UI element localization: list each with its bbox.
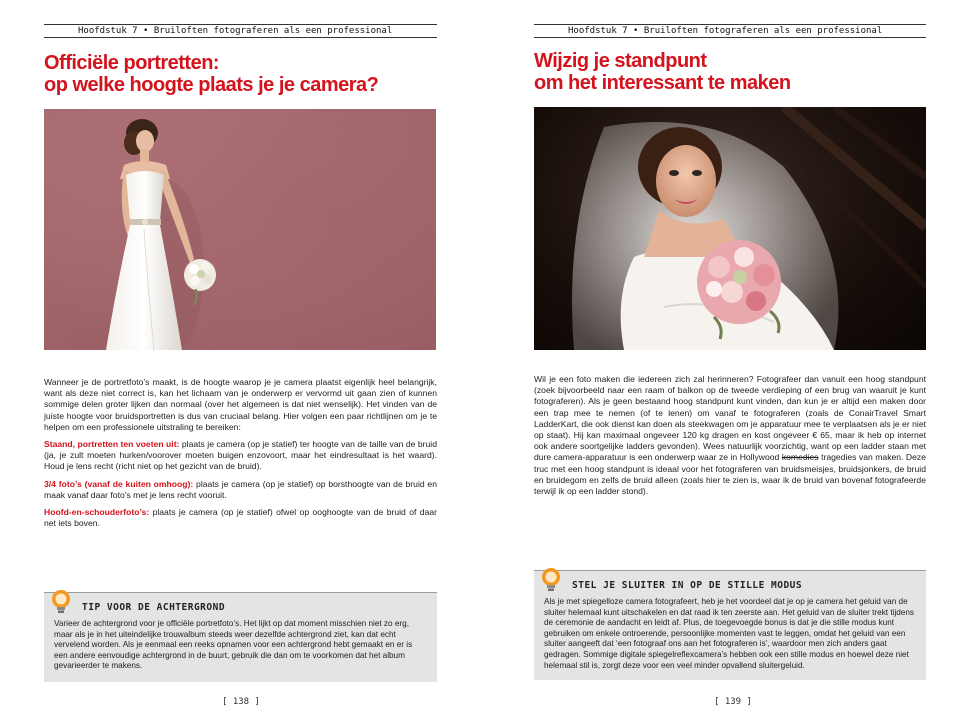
- lightbulb-icon: [50, 589, 72, 615]
- page-number: [ 138 ]: [222, 697, 260, 707]
- tip-box: [44, 592, 437, 682]
- main-paragraph: [534, 374, 926, 497]
- running-head: Hoofdstuk 7 • Bruiloften fotograferen als een professional: [534, 24, 926, 38]
- guideline-full-length: [44, 439, 437, 473]
- right-page: [480, 0, 960, 724]
- title-line-1: Wijzig je standpunt: [534, 50, 707, 72]
- bride-standing-illustration: [44, 109, 436, 350]
- guideline-three-quarter: [44, 479, 437, 501]
- title-line-2: om het interessant te maken: [534, 72, 791, 94]
- title-line-1: Officiële portretten:: [44, 52, 220, 74]
- page-number: [ 139 ]: [714, 697, 752, 707]
- tip-heading: TIP VOOR DE ACHTERGROND: [82, 602, 226, 613]
- body-text: [534, 374, 926, 503]
- tip-text: Varieer de achtergrond voor je officiële portretfoto’s. Het lijkt op dat moment misschien niet zo erg, maar als je in het uiteindelijke trouwalbum steeds weer dezelfde achtergrond ziet, kan dat echt vervelend worden. Als je eenmaal een reeks opnamen voor een achtergrond hebt gemaakt en er is een andere eenvoudige achtergrond in de buurt, gebruik die dan om te voorkomen dat het album gevarieerder te makens.: [54, 619, 413, 671]
- guideline-lead: 3/4 foto’s (vanaf de kuiten omhoog):: [44, 478, 194, 489]
- struck-word: komedies: [781, 452, 819, 463]
- bride-looking-up-illustration: [534, 107, 926, 350]
- bride-high-angle-photo: [534, 107, 926, 350]
- tip-heading: STEL JE SLUITER IN OP DE STILLE MODUS: [572, 580, 803, 591]
- lightbulb-icon: [540, 567, 562, 593]
- tip-text: Als je met spiegelloze camera fotografeert, heb je het voordeel dat je op je camera het geluid van de sluiter helemaal kunt uitschakelen en dat raad ik ten zeerste aan. Het geluid van de sluiter trekt tijdens de ceremonie de aandacht en leidt af. Plus, de toegevoegde bonus is dat je die stille modus kunt gebruiken om enkele ontroerende, persoonlijke momenten vast te leggen, omdat het geluid van een sluiter aangeeft dat ‘een fotograaf ons aan het fotograferen is’, waardoor men zich anders gaat gedragen. Sommige digitale spiegelreflexcamera’s hebben ook een stille modus en hoewel deze niet helemaal stil is, zorgt deze voor een veel minder opvallend sluitergeluid.: [544, 597, 915, 670]
- paragraph-part: Wil je een foto maken die iedereen zich zal herinneren? Fotografeer dan vanuit een hoog standpunt (zoek bijvoorbeeld naar een raam of balkon op de tweede verdieping of een brug van waaruit je kunt fotograferen). Als je geen bestaand hoog standpunt kunt vinden, dan kun je er altijd een maken door een trap mee te nemen (of te lenen) om vanaf te fotograferen (zoals de ConairTravel Smart LadderKart, die ook dienst kan doen als steekwagen om je apparatuur mee te verplaatsen als je er niet op staat). Hij kan maximaal ongeveer 120 kg dragen en kost ongeveer € 65, maar ik heb op internet ook andere soortgelijke ladders gevonden). Wees natuurlijk voorzichtig, want op een ladder staan met dure camera-apparatuur is een onderwerp waar ze in Hollywood: [534, 374, 926, 463]
- page-title: [44, 52, 444, 96]
- tip-box: [534, 570, 926, 680]
- intro-paragraph: Wanneer je de portretfoto’s maakt, is de hoogte waarop je je camera plaatst eigenlijk heel belangrijk, want als deze niet correct is, kan het lichaam van je onderwerp er vervormd uit gaan zien of kunnen sommige delen groter lijken dan normaal (over het algemeen is dat niet wenselijk). Het vinden van de juiste hoogte voor bruidsportretten is dus van cruciaal belang. Hier volgen een paar richtlijnen om je te helpen om een professionele uitstraling te bereiken:: [44, 377, 437, 432]
- page-title: [534, 50, 934, 94]
- guideline-lead: Staand, portretten ten voeten uit:: [44, 439, 180, 450]
- paragraph-part: tragedies van maken. Deze truc met een hoog standpunt is ideaal voor het fotograferen van bruidsmeisjes, bruidsjonkers, de bruid en bruidegom en zelfs de bruid alleen (zoals hier te zien is, waar ik de bruid van bovenaf fotografeerde terwijl ik op een ladder stond).: [534, 452, 926, 497]
- guideline-text: plaats je camera (op je statief) op borsthoogte van de bruid en maak vanaf daar foto’s met je lens recht vooruit.: [44, 478, 437, 500]
- guideline-text: plaats je camera (op je statief) ofwel op ooghoogte van de bruid of daar net iets boven.: [44, 507, 437, 529]
- guideline-lead: Hoofd-en-schouderfoto’s:: [44, 507, 150, 518]
- guideline-text: plaats je camera (op je statief) ter hoogte van de taille van de bruid (ja, je zult moeten hurken/voorover moeten buigen enzovoort, maar het eindresultaat is het waard). Houd je lens recht (richt niet op het gezicht van de bruid).: [44, 439, 437, 472]
- running-head: Hoofdstuk 7 • Bruiloften fotograferen als een professional: [44, 24, 437, 38]
- guideline-head-shoulders: [44, 507, 437, 529]
- bride-portrait-photo: [44, 109, 436, 350]
- title-line-2: op welke hoogte plaats je je camera?: [44, 74, 379, 96]
- body-text: [44, 377, 437, 535]
